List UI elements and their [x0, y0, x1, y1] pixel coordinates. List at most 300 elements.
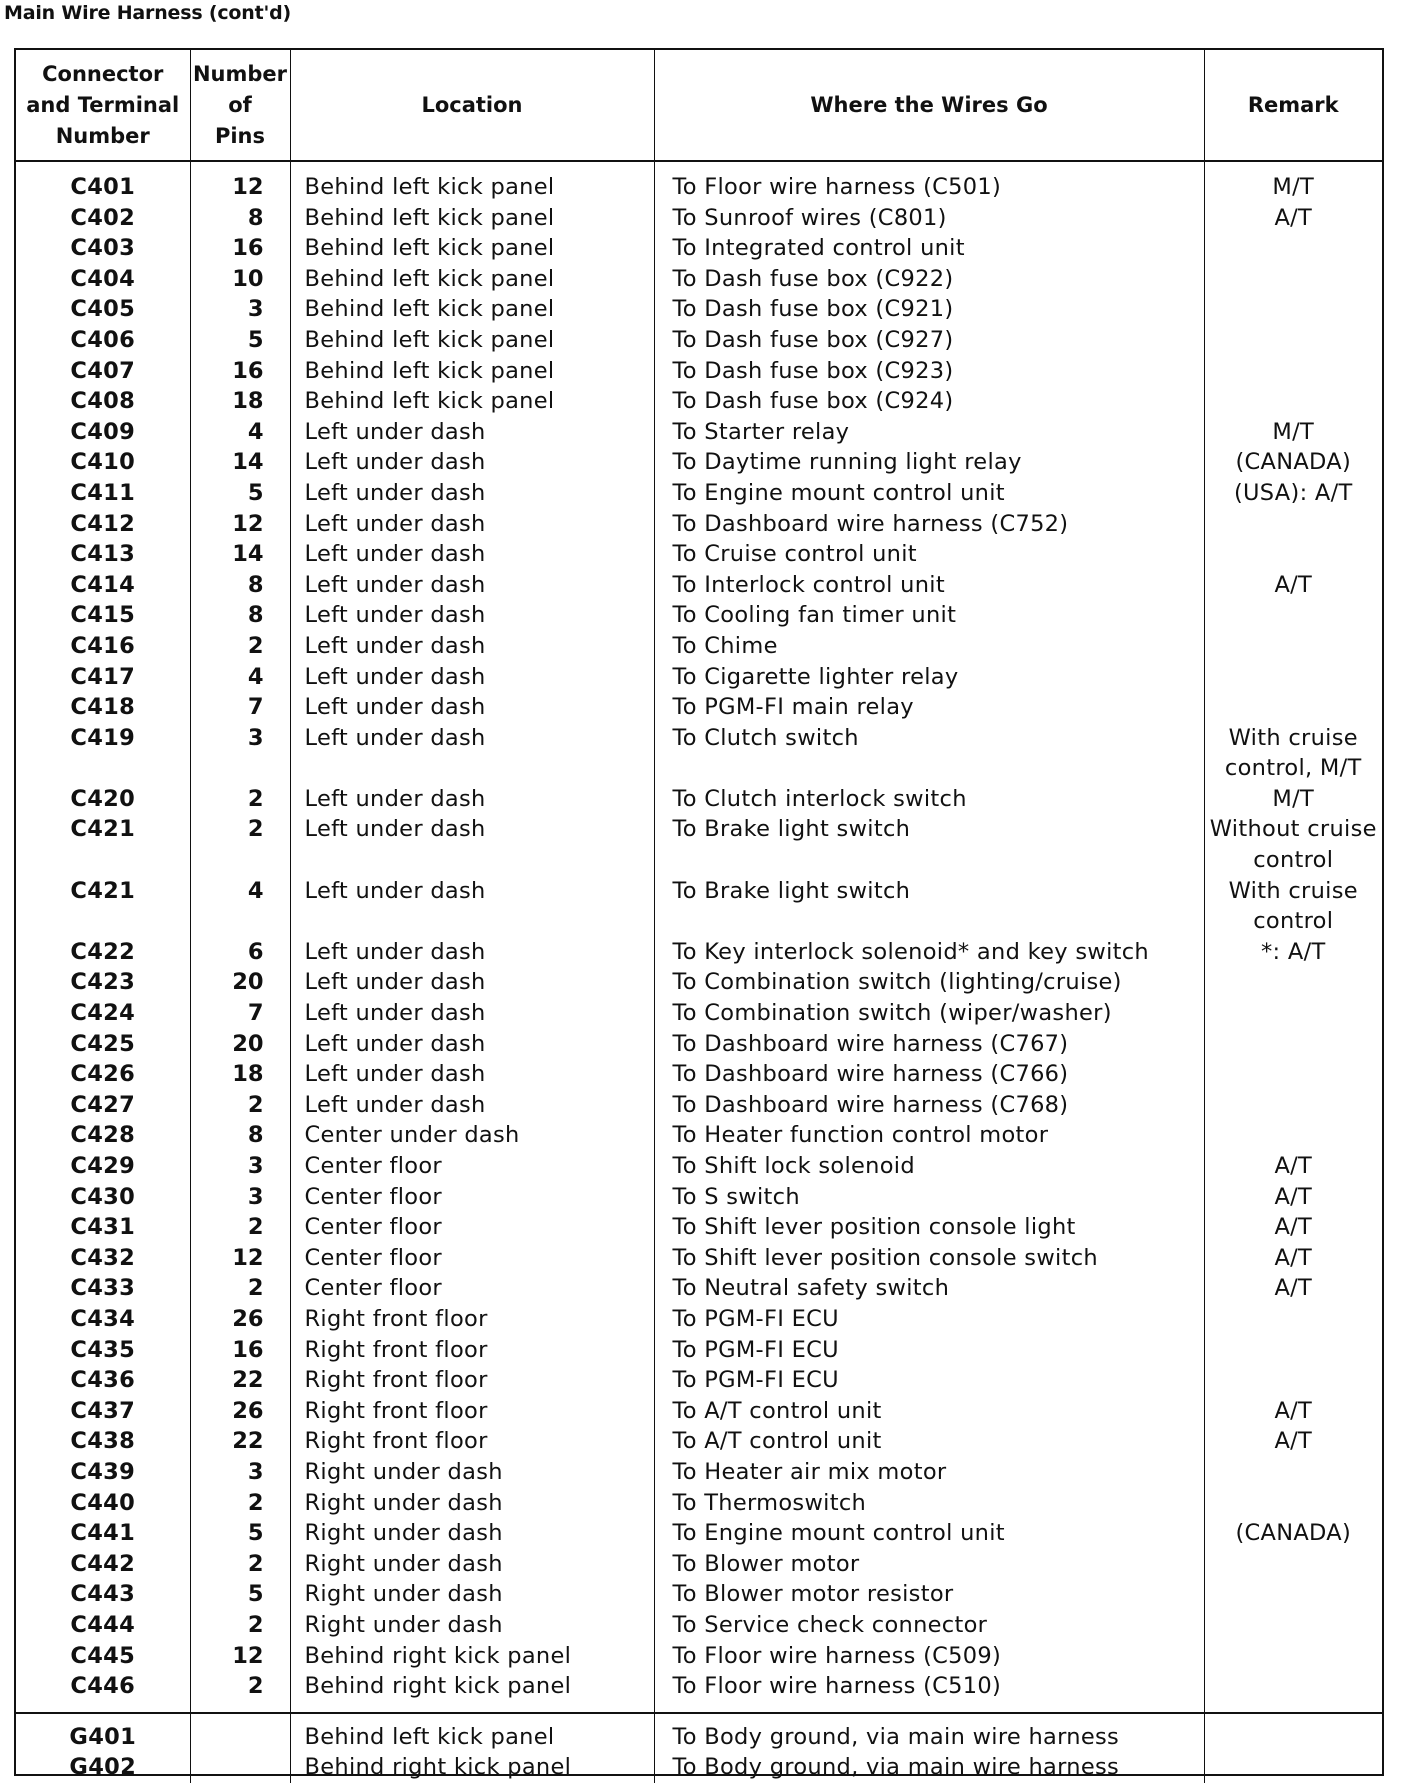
pin-count: 12 [190, 509, 290, 540]
remark [1204, 967, 1382, 998]
remark [1204, 447, 1382, 478]
pin-count: 4 [190, 876, 290, 937]
location: Left under dash [290, 1029, 654, 1060]
remark-line: A/T [1274, 1275, 1313, 1302]
location: Behind right kick panel [290, 1752, 654, 1783]
table-row [16, 539, 1382, 570]
connector-number: C407 [16, 356, 190, 387]
location: Right front floor [290, 1426, 654, 1457]
pin-count: 26 [190, 1304, 290, 1335]
location: Behind left kick panel [290, 386, 654, 417]
remark [1204, 172, 1382, 203]
header-where: Where the Wires Go [654, 50, 1204, 161]
remark [1204, 662, 1382, 693]
pin-count [190, 1752, 290, 1783]
pin-count: 5 [190, 1518, 290, 1549]
wire-harness-table [16, 50, 1382, 1783]
table-row [16, 1713, 1382, 1753]
remark [1204, 1090, 1382, 1121]
spacer-cell [654, 161, 1204, 172]
connector-number: C444 [16, 1610, 190, 1641]
remark-line: With cruise [1228, 877, 1358, 904]
location: Left under dash [290, 1090, 654, 1121]
pin-count: 2 [190, 1273, 290, 1304]
remark-line: control [1253, 847, 1334, 874]
wire-destination: To Dash fuse box (C922) [654, 264, 1204, 295]
wire-destination: To Brake light switch [654, 814, 1204, 875]
pin-count: 3 [190, 294, 290, 325]
pin-count: 4 [190, 417, 290, 448]
connector-number: C442 [16, 1549, 190, 1580]
location: Left under dash [290, 967, 654, 998]
spacer-cell [1204, 161, 1382, 172]
remark [1204, 570, 1382, 601]
wire-destination: To Dashboard wire harness (C768) [654, 1090, 1204, 1121]
remark [1204, 509, 1382, 540]
remark [1204, 1713, 1382, 1753]
wire-destination: To Cigarette lighter relay [654, 662, 1204, 693]
remark [1204, 723, 1382, 784]
remark-line: A/T [1274, 1244, 1313, 1271]
location: Left under dash [290, 784, 654, 815]
header-location: Location [290, 50, 654, 161]
pin-count: 2 [190, 814, 290, 875]
header-remark: Remark [1204, 50, 1382, 161]
remark-line: A/T [1274, 1183, 1313, 1210]
remark [1204, 1243, 1382, 1274]
connector-number: G402 [16, 1752, 190, 1783]
connector-number: C437 [16, 1396, 190, 1427]
pin-count: 16 [190, 1335, 290, 1366]
location: Left under dash [290, 662, 654, 693]
table-row [16, 1029, 1382, 1060]
table-row [16, 662, 1382, 693]
remark-line: A/T [1274, 1428, 1313, 1455]
table-row [16, 876, 1382, 937]
table-row [16, 233, 1382, 264]
remark [1204, 233, 1382, 264]
location: Right under dash [290, 1610, 654, 1641]
remark-line: With cruise [1228, 724, 1358, 751]
remark [1204, 356, 1382, 387]
location: Left under dash [290, 814, 654, 875]
pin-count: 5 [190, 1579, 290, 1610]
pin-count: 2 [190, 784, 290, 815]
connector-rows [16, 172, 1382, 1713]
connector-number: C411 [16, 478, 190, 509]
pin-count: 14 [190, 539, 290, 570]
table-row [16, 1426, 1382, 1457]
remark [1204, 1120, 1382, 1151]
table-row [16, 1396, 1382, 1427]
wire-destination: To PGM-FI ECU [654, 1304, 1204, 1335]
wire-destination: To Cooling fan timer unit [654, 600, 1204, 631]
remark-line: control, M/T [1224, 755, 1362, 782]
connector-number: C415 [16, 600, 190, 631]
location: Left under dash [290, 417, 654, 448]
remark [1204, 417, 1382, 448]
connector-number: C423 [16, 967, 190, 998]
pin-count: 3 [190, 1182, 290, 1213]
connector-number: C410 [16, 447, 190, 478]
wire-destination: To Engine mount control unit [654, 478, 1204, 509]
wire-destination: To Clutch switch [654, 723, 1204, 784]
remark [1204, 937, 1382, 968]
header-pins-line: Number [192, 61, 288, 86]
connector-number: C405 [16, 294, 190, 325]
wire-destination: To Dash fuse box (C923) [654, 356, 1204, 387]
remark [1204, 203, 1382, 234]
remark-line: control [1253, 908, 1334, 935]
remark [1204, 631, 1382, 662]
table-row [16, 570, 1382, 601]
location: Right under dash [290, 1488, 654, 1519]
connector-number: C417 [16, 662, 190, 693]
connector-number: C432 [16, 1243, 190, 1274]
wire-destination: To Dashboard wire harness (C767) [654, 1029, 1204, 1060]
wire-destination: To Integrated control unit [654, 233, 1204, 264]
table-row [16, 386, 1382, 417]
location: Behind left kick panel [290, 264, 654, 295]
remark [1204, 1365, 1382, 1396]
connector-number: C424 [16, 998, 190, 1029]
remark-line: A/T [1274, 204, 1313, 231]
header-spacer-row [16, 161, 1382, 172]
connector-number: G401 [16, 1713, 190, 1753]
remark [1204, 325, 1382, 356]
pin-count: 3 [190, 1151, 290, 1182]
wire-destination: To Dash fuse box (C927) [654, 325, 1204, 356]
location: Left under dash [290, 692, 654, 723]
table-row [16, 1304, 1382, 1335]
connector-number: C431 [16, 1212, 190, 1243]
wire-destination: To Blower motor [654, 1549, 1204, 1580]
remark [1204, 478, 1382, 509]
location: Left under dash [290, 876, 654, 937]
connector-number: C408 [16, 386, 190, 417]
wire-destination: To PGM-FI main relay [654, 692, 1204, 723]
remark-line: A/T [1274, 1153, 1313, 1179]
wire-destination: To Cruise control unit [654, 539, 1204, 570]
location: Left under dash [290, 1059, 654, 1090]
connector-number: C404 [16, 264, 190, 295]
connector-number: C445 [16, 1641, 190, 1672]
location: Left under dash [290, 447, 654, 478]
location: Center floor [290, 1212, 654, 1243]
wire-destination: To Thermoswitch [654, 1488, 1204, 1519]
remark [1204, 1752, 1382, 1783]
remark-line: A/T [1274, 1214, 1313, 1241]
remark [1204, 1182, 1382, 1213]
pin-count: 2 [190, 1671, 290, 1713]
remark-line: M/T [1272, 418, 1315, 445]
wire-destination: To Service check connector [654, 1610, 1204, 1641]
location: Center under dash [290, 1120, 654, 1151]
wire-destination: To PGM-FI ECU [654, 1335, 1204, 1366]
pin-count: 16 [190, 233, 290, 264]
table-row [16, 294, 1382, 325]
connector-number: C412 [16, 509, 190, 540]
connector-number: C438 [16, 1426, 190, 1457]
connector-number: C429 [16, 1151, 190, 1182]
remark [1204, 814, 1382, 875]
pin-count: 8 [190, 600, 290, 631]
location: Center floor [290, 1182, 654, 1213]
connector-number: C420 [16, 784, 190, 815]
remark-line: (CANADA) [1235, 1520, 1352, 1547]
table-row [16, 1212, 1382, 1243]
remark [1204, 1518, 1382, 1549]
remark [1204, 1426, 1382, 1457]
connector-number: C428 [16, 1120, 190, 1151]
table-row [16, 1457, 1382, 1488]
remark [1204, 692, 1382, 723]
table-row [16, 1182, 1382, 1213]
remark [1204, 1488, 1382, 1519]
location: Behind left kick panel [290, 203, 654, 234]
remark [1204, 1579, 1382, 1610]
location: Center floor [290, 1243, 654, 1274]
table-row [16, 1641, 1382, 1672]
pin-count: 18 [190, 386, 290, 417]
connector-number: C446 [16, 1671, 190, 1713]
remark [1204, 1457, 1382, 1488]
table-row [16, 1610, 1382, 1641]
location: Behind right kick panel [290, 1641, 654, 1672]
location: Left under dash [290, 539, 654, 570]
location: Right under dash [290, 1518, 654, 1549]
connector-number: C403 [16, 233, 190, 264]
remark-line: (CANADA) [1235, 449, 1352, 476]
remark [1204, 294, 1382, 325]
location: Left under dash [290, 600, 654, 631]
connector-number: C413 [16, 539, 190, 570]
connector-number: C419 [16, 723, 190, 784]
table-row [16, 1518, 1382, 1549]
wire-destination: To Chime [654, 631, 1204, 662]
wire-destination: To Shift lock solenoid [654, 1151, 1204, 1182]
table-row [16, 998, 1382, 1029]
remark [1204, 386, 1382, 417]
pin-count: 2 [190, 1610, 290, 1641]
table-row [16, 356, 1382, 387]
table-row [16, 1090, 1382, 1121]
table-row [16, 417, 1382, 448]
location: Right front floor [290, 1335, 654, 1366]
wire-destination: To A/T control unit [654, 1426, 1204, 1457]
wire-destination: To A/T control unit [654, 1396, 1204, 1427]
connector-number: C402 [16, 203, 190, 234]
table-row [16, 172, 1382, 203]
connector-number: C436 [16, 1365, 190, 1396]
connector-number: C435 [16, 1335, 190, 1366]
table-row [16, 1273, 1382, 1304]
connector-number: C440 [16, 1488, 190, 1519]
table-row [16, 937, 1382, 968]
connector-number: C426 [16, 1059, 190, 1090]
pin-count: 20 [190, 967, 290, 998]
wire-destination: To Sunroof wires (C801) [654, 203, 1204, 234]
spacer-cell [16, 161, 190, 172]
remark [1204, 1059, 1382, 1090]
spacer-cell [290, 161, 654, 172]
location: Left under dash [290, 723, 654, 784]
remark-line: Without cruise [1209, 816, 1377, 843]
remark [1204, 1549, 1382, 1580]
remark [1204, 876, 1382, 937]
location: Behind left kick panel [290, 233, 654, 264]
wire-destination: To Dash fuse box (C924) [654, 386, 1204, 417]
pin-count: 18 [190, 1059, 290, 1090]
header-pins-line: Pins [214, 123, 266, 148]
page-title: Main Wire Harness (cont'd) [4, 2, 291, 24]
remark [1204, 1610, 1382, 1641]
location: Right front floor [290, 1396, 654, 1427]
table-row [16, 967, 1382, 998]
location: Behind right kick panel [290, 1671, 654, 1713]
pin-count: 7 [190, 692, 290, 723]
table-row [16, 447, 1382, 478]
header-connector-line: Number [55, 123, 150, 148]
table-row [16, 325, 1382, 356]
pin-count: 20 [190, 1029, 290, 1060]
header-pins-line: of [228, 92, 252, 117]
pin-count: 8 [190, 570, 290, 601]
connector-number: C434 [16, 1304, 190, 1335]
remark [1204, 1641, 1382, 1672]
remark [1204, 1304, 1382, 1335]
pin-count: 3 [190, 1457, 290, 1488]
wire-destination: To Floor wire harness (C509) [654, 1641, 1204, 1672]
connector-number: C441 [16, 1518, 190, 1549]
remark [1204, 1671, 1382, 1713]
table-row [16, 1488, 1382, 1519]
connector-number: C425 [16, 1029, 190, 1060]
location: Behind left kick panel [290, 325, 654, 356]
location: Right under dash [290, 1457, 654, 1488]
location: Left under dash [290, 937, 654, 968]
connector-number: C439 [16, 1457, 190, 1488]
pin-count: 22 [190, 1365, 290, 1396]
wire-harness-table-frame [14, 48, 1384, 1781]
connector-number: C433 [16, 1273, 190, 1304]
connector-number: C421 [16, 814, 190, 875]
location: Behind left kick panel [290, 356, 654, 387]
table-row [16, 1579, 1382, 1610]
wire-destination: To Shift lever position console switch [654, 1243, 1204, 1274]
wire-destination: To Starter relay [654, 417, 1204, 448]
remark-line: M/T [1272, 785, 1315, 812]
connector-number: C409 [16, 417, 190, 448]
wire-destination: To Interlock control unit [654, 570, 1204, 601]
wire-destination: To Combination switch (lighting/cruise) [654, 967, 1204, 998]
wire-destination: To Shift lever position console light [654, 1212, 1204, 1243]
table-row [16, 203, 1382, 234]
wire-destination: To Floor wire harness (C501) [654, 172, 1204, 203]
table-row [16, 692, 1382, 723]
connector-number: C443 [16, 1579, 190, 1610]
table-row [16, 1549, 1382, 1580]
pin-count: 22 [190, 1426, 290, 1457]
table-row [16, 814, 1382, 875]
pin-count: 5 [190, 325, 290, 356]
remark-line: A/T [1274, 571, 1313, 598]
pin-count: 12 [190, 1243, 290, 1274]
remark [1204, 1396, 1382, 1427]
wire-destination: To Dashboard wire harness (C752) [654, 509, 1204, 540]
wire-destination: To Body ground, via main wire harness [654, 1752, 1204, 1783]
pin-count: 8 [190, 203, 290, 234]
table-row [16, 784, 1382, 815]
table-header [16, 50, 1382, 172]
remark [1204, 264, 1382, 295]
header-connector-line: and Terminal [26, 92, 180, 117]
pin-count [190, 1713, 290, 1753]
pin-count: 14 [190, 447, 290, 478]
remark [1204, 1335, 1382, 1366]
header-pins [190, 50, 290, 161]
connector-number: C401 [16, 172, 190, 203]
pin-count: 8 [190, 1120, 290, 1151]
location: Behind left kick panel [290, 1713, 654, 1753]
wire-destination: To Body ground, via main wire harness [654, 1713, 1204, 1753]
connector-number: C427 [16, 1090, 190, 1121]
remark [1204, 1029, 1382, 1060]
ground-rows [16, 1713, 1382, 1783]
pin-count: 10 [190, 264, 290, 295]
pin-count: 12 [190, 1641, 290, 1672]
wire-destination: To Dashboard wire harness (C766) [654, 1059, 1204, 1090]
connector-number: C430 [16, 1182, 190, 1213]
connector-number: C416 [16, 631, 190, 662]
pin-count: 26 [190, 1396, 290, 1427]
wire-destination: To Daytime running light relay [654, 447, 1204, 478]
connector-number: C421 [16, 876, 190, 937]
connector-number: C406 [16, 325, 190, 356]
wire-destination: To Floor wire harness (C510) [654, 1671, 1204, 1713]
location: Right under dash [290, 1579, 654, 1610]
wire-destination: To Clutch interlock switch [654, 784, 1204, 815]
table-row [16, 1151, 1382, 1182]
pin-count: 4 [190, 662, 290, 693]
connector-number: C414 [16, 570, 190, 601]
remark [1204, 784, 1382, 815]
location: Right front floor [290, 1304, 654, 1335]
remark [1204, 539, 1382, 570]
location: Behind left kick panel [290, 172, 654, 203]
wire-destination: To Heater air mix motor [654, 1457, 1204, 1488]
location: Left under dash [290, 998, 654, 1029]
table-row [16, 509, 1382, 540]
location: Left under dash [290, 509, 654, 540]
wire-destination: To Neutral safety switch [654, 1273, 1204, 1304]
pin-count: 2 [190, 1212, 290, 1243]
wire-destination: To Key interlock solenoid* and key switch [654, 937, 1204, 968]
table-row [16, 723, 1382, 784]
spacer-cell [190, 161, 290, 172]
table-row [16, 1059, 1382, 1090]
location: Center floor [290, 1151, 654, 1182]
location: Behind left kick panel [290, 294, 654, 325]
pin-count: 7 [190, 998, 290, 1029]
table-row [16, 1243, 1382, 1274]
table-row [16, 631, 1382, 662]
location: Right under dash [290, 1549, 654, 1580]
table-row [16, 1365, 1382, 1396]
wire-destination: To Dash fuse box (C921) [654, 294, 1204, 325]
table-row [16, 264, 1382, 295]
remark-line: M/T [1272, 174, 1315, 200]
